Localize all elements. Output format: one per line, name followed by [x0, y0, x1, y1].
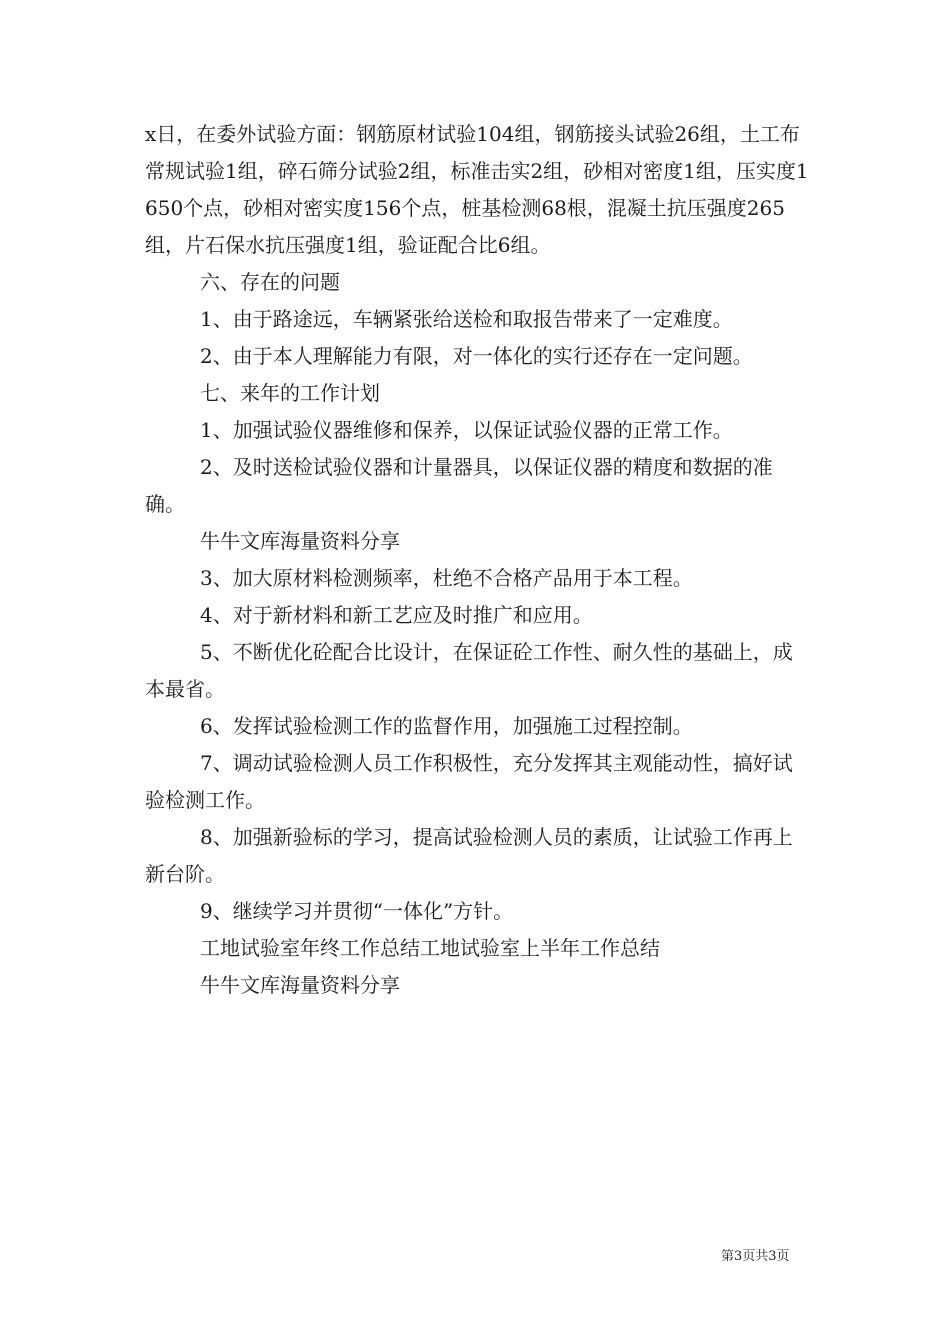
plan-item-1: 1、加强试验仪器维修和保养，以保证试验仪器的正常工作。 [200, 418, 733, 442]
plan-item-4: 4、对于新材料和新工艺应及时推广和应用。 [200, 603, 593, 627]
plan-item-7: 7、调动试验检测人员工作积极性，充分发挥其主观能动性，搞好试验检测工作。 [145, 751, 793, 812]
plan-item-5: 5、不断优化砼配合比设计，在保证砼工作性、耐久性的基础上，成本最省。 [145, 640, 793, 701]
plan-item-3: 3、加大原材料检测频率，杜绝不合格产品用于本工程。 [200, 566, 693, 590]
related-titles-line: 工地试验室年终工作总结工地试验室上半年工作总结 [200, 936, 660, 960]
paragraph-testing-summary: x日，在委外试验方面：钢筋原材试验104组，钢筋接头试验26组，土工布常规试验1组，碎石筛分试验2组，标准击实2组，砂相对密度1组，压实度1650个点，砂相对密实度156个点，桩基检测68根，混凝土抗压强度265组，片石保水抗压强度1组，验证配合比6组。 [145, 122, 809, 257]
heading-existing-problems: 六、存在的问题 [200, 270, 340, 294]
problem-item-1: 1、由于路途远，车辆紧张给送检和取报告带来了一定难度。 [200, 307, 733, 331]
heading-next-year-plan: 七、来年的工作计划 [200, 381, 380, 405]
problem-item-2: 2、由于本人理解能力有限，对一体化的实行还存在一定问题。 [200, 344, 753, 368]
page-number: 第3页共3页 [721, 1249, 790, 1264]
document-body [145, 116, 810, 1004]
plan-item-2: 2、及时送检试验仪器和计量器具，以保证仪器的精度和数据的准确。 [145, 455, 773, 516]
watermark-line: 牛牛文库海量资料分享 [200, 529, 400, 553]
plan-item-6: 6、发挥试验检测工作的监督作用，加强施工过程控制。 [200, 714, 693, 738]
plan-item-8: 8、加强新验标的学习，提高试验检测人员的素质，让试验工作再上新台阶。 [145, 825, 793, 886]
plan-item-9: 9、继续学习并贯彻“一体化”方针。 [200, 899, 514, 923]
watermark-line: 牛牛文库海量资料分享 [200, 973, 400, 997]
